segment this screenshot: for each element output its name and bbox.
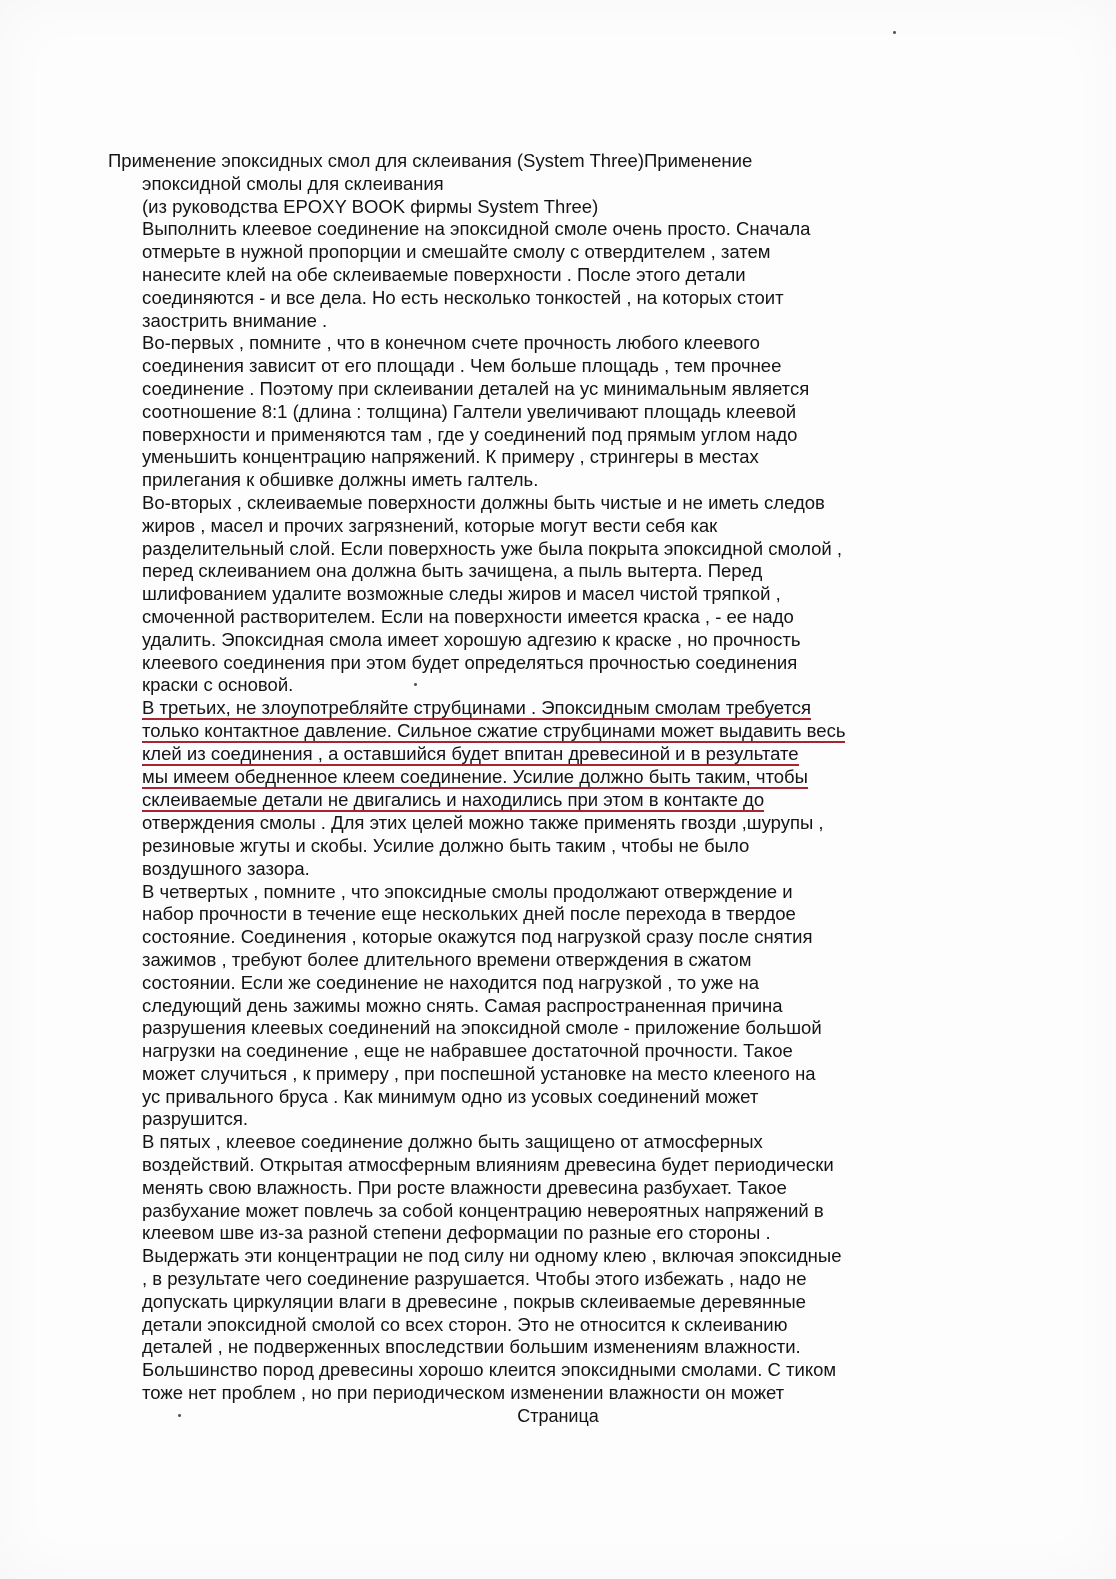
text-line: воздействий. Открытая атмосферным влияниям древесина будет периодически — [142, 1154, 834, 1176]
text-line: соотношение 8:1 (длина : толщина) Галтели увеличивают площадь клеевой — [142, 400, 797, 422]
text-line: В пятых , клеевое соединение должно быть защищено от атмосферных — [142, 1131, 763, 1153]
text-line: набор прочности в течение еще нескольких дней после перехода в твердое — [142, 903, 796, 925]
underline-mark: только контактное давление. Сильное сжатие струбцинами может выдавить весь — [142, 720, 846, 742]
text-line: жиров , масел и прочих загрязнений, которые могут вести себя как — [142, 514, 718, 536]
text-line: удалить. Эпоксидная смола имеет хорошую адгезию к краске , но прочность — [142, 628, 801, 650]
document-body — [108, 150, 1068, 1405]
text-line: разрушится. — [142, 1108, 249, 1130]
text-line: Выдержать эти концентрации не под силу ни одному клею , включая эпоксидные — [142, 1245, 842, 1267]
text-line: шлифованием удалите возможные следы жиров и масел чистой тряпкой , — [142, 583, 781, 605]
title-line: Применение эпоксидных смол для склеивания (System Three)Применение — [108, 150, 753, 171]
text-line: резиновые жгуты и скобы. Усилие должно быть таким , чтобы не было — [142, 834, 750, 856]
text-line: состояние. Соединения , которые окажутся под нагрузкой сразу после снятия — [142, 926, 813, 948]
text-line: Во-вторых , склеиваемые поверхности должны быть чистые и не иметь следов — [142, 491, 825, 513]
scan-speck — [414, 683, 417, 686]
underline-mark: мы имеем обедненное клеем соединение. Усилие должно быть таким, чтобы — [142, 766, 808, 788]
text-line: нанесите клей на обе склеиваемые поверхности . После этого детали — [142, 263, 746, 285]
text-line: Большинство пород древесины хорошо клеится эпоксидными смолами. С тиком — [142, 1359, 837, 1381]
text-line: клеевом шве из-за разной степени деформации по разные его стороны . — [142, 1222, 771, 1244]
text-line: следующий день зажимы можно снять. Самая распространенная причина — [142, 994, 783, 1016]
text-line: смоченной растворителем. Если на поверхности имеется краска , - ее надо — [142, 605, 794, 627]
text-line: может случиться , к примеру , при поспешной установке на место клееного на — [142, 1062, 816, 1084]
text-line: тоже нет проблем , но при периодическом изменении влажности он может — [142, 1382, 785, 1404]
underline-mark: склеиваемые детали не двигались и находились при этом в контакте до — [142, 789, 765, 811]
text-line: соединение . Поэтому при склеивании деталей на ус минимальным является — [142, 377, 810, 399]
text-line: , в результате чего соединение разрушается. Чтобы этого избежать , надо не — [142, 1268, 807, 1290]
underlined-text-line — [108, 697, 1068, 720]
underlined-text-line — [108, 766, 1068, 789]
text-line: Выполнить клеевое соединение на эпоксидной смоле очень просто. Сначала — [142, 218, 811, 240]
scan-speck — [178, 1414, 181, 1417]
text-line: воздушного зазора. — [142, 857, 310, 879]
text-line: разбухание может повлечь за собой концентрацию невероятных напряжений в — [142, 1199, 824, 1221]
text-line: соединения зависит от его площади . Чем больше площадь , тем прочнее — [142, 355, 782, 377]
text-line: зажимов , требуют более длительного времени отверждения в сжатом — [142, 948, 752, 970]
text-line: уменьшить концентрацию напряжений. К примеру , стрингеры в местах — [142, 446, 759, 468]
text-line: разрушения клеевых соединений на эпоксидной смоле - приложение большой — [142, 1017, 822, 1039]
text-line: В четвертых , помните , что эпоксидные смолы продолжают отверждение и — [142, 880, 793, 902]
text-line: клеевого соединения при этом будет определяться прочностью соединения — [142, 651, 798, 673]
text-line: отверждения смолы . Для этих целей можно также применять гвозди ,шурупы , — [142, 812, 824, 834]
text-line: прилегания к обшивке должны иметь галтель. — [142, 469, 539, 491]
title-line: эпоксидной смолы для склеивания — [142, 172, 444, 194]
underline-mark: клей из соединения , а оставшийся будет впитан древесиной и в результате — [142, 743, 799, 765]
page-footer: Страница — [517, 1406, 599, 1426]
text-line: отмерьте в нужной пропорции и смешайте смолу с отвердителем , затем — [142, 241, 771, 263]
text-line: ус привального бруса . Как минимум одно из усовых соединений может — [142, 1085, 759, 1107]
source-line: (из руководства EPOXY BOOK фирмы System Three) — [142, 195, 599, 217]
text-line: состоянии. Если же соединение не находится под нагрузкой , то уже на — [142, 971, 760, 993]
text-line: заострить внимание . — [142, 309, 328, 331]
text-line: деталей , не подверженных впоследствии большим изменениям влажности. — [142, 1336, 801, 1358]
underline-mark: В третьих, не злоупотребляйте струбцинами . Эпоксидным смолам требуется — [142, 697, 811, 719]
text-line: краски с основой. — [142, 674, 294, 696]
text-line: соединяются - и все дела. Но есть несколько тонкостей , на которых стоит — [142, 286, 784, 308]
text-line: разделительный слой. Если поверхность уже была покрыта эпоксидной смолой , — [142, 537, 842, 559]
text-line: допускать циркуляции влаги в древесине , покрыв склеиваемые деревянные — [142, 1290, 806, 1312]
underlined-text-line — [108, 789, 1068, 812]
text-line: Во-первых , помните , что в конечном счете прочность любого клеевого — [142, 332, 760, 354]
underlined-text-line — [108, 743, 1068, 766]
text-line: перед склеиванием она должна быть зачищена, а пыль вытерта. Перед — [142, 560, 763, 582]
text-line: поверхности и применяются там , где у соединений под прямым углом надо — [142, 423, 798, 445]
scan-speck — [893, 31, 896, 34]
underlined-text-line — [108, 720, 1068, 743]
text-line: нагрузки на соединение , еще не набравшее достаточной прочности. Такое — [142, 1040, 793, 1062]
text-line: менять свою влажность. При росте влажности древесина разбухает. Такое — [142, 1176, 787, 1198]
text-line: детали эпоксидной смолой со всех сторон. Это не относится к склеиванию — [142, 1313, 788, 1335]
